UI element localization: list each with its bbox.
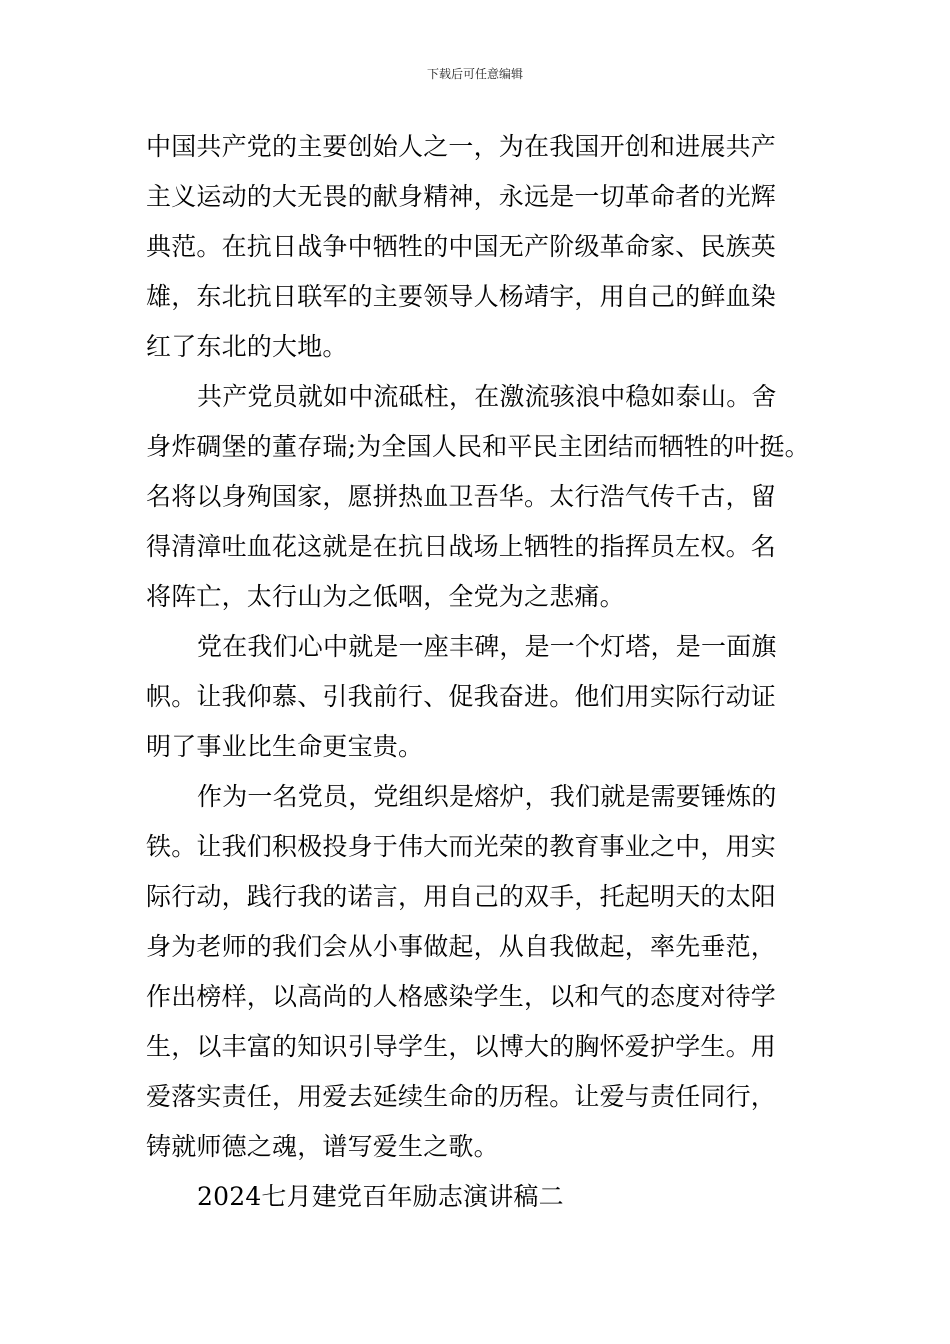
paragraph-line: 身炸碉堡的董存瑞;为全国人民和平民主团结而牺牲的叶挺。 xyxy=(146,432,810,461)
paragraph-line: 雄，东北抗日联军的主要领导人杨靖宇，用自己的鲜血染 xyxy=(146,282,777,311)
paragraph-line: 身为老师的我们会从小事做起，从自我做起，率先垂范， xyxy=(146,932,777,961)
paragraph-line: 际行动，践行我的诺言，用自己的双手，托起明天的太阳 xyxy=(146,882,777,911)
paragraph-line: 得清漳吐血花这就是在抗日战场上牺牲的指挥员左权。名 xyxy=(146,532,777,561)
paragraph-first-line: 作为一名党员，党组织是熔炉，我们就是需要锤炼的 xyxy=(197,782,777,811)
paragraph-line: 作出榜样，以高尚的人格感染学生，以和气的态度对待学 xyxy=(146,982,777,1011)
paragraph-line: 明了事业比生命更宝贵。 xyxy=(146,732,424,761)
body-text xyxy=(146,122,810,1222)
paragraph-first-line: 共产党员就如中流砥柱，在激流骇浪中稳如泰山。舍 xyxy=(197,382,777,411)
paragraph-line: 爱落实责任，用爱去延续生命的历程。让爱与责任同行， xyxy=(146,1082,777,1111)
paragraph-first-line: 党在我们心中就是一座丰碑，是一个灯塔，是一面旗 xyxy=(197,632,777,661)
paragraph-line: 将阵亡，太行山为之低咽，全党为之悲痛。 xyxy=(146,582,625,611)
paragraph-first-line: 2024七月建党百年励志演讲稿二 xyxy=(197,1182,564,1211)
paragraph-line: 帜。让我仰慕、引我前行、促我奋进。他们用实际行动证 xyxy=(146,682,777,711)
paragraph-line: 铁。让我们积极投身于伟大而光荣的教育事业之中，用实 xyxy=(146,832,777,861)
paragraph-line: 主义运动的大无畏的献身精神，永远是一切革命者的光辉 xyxy=(146,182,777,211)
header-note: 下载后可任意编辑 xyxy=(426,67,523,81)
paragraph-line: 铸就师德之魂，谱写爱生之歌。 xyxy=(146,1132,499,1161)
paragraph-line: 生，以丰富的知识引导学生，以博大的胸怀爱护学生。用 xyxy=(146,1032,777,1061)
paragraph-line: 红了东北的大地。 xyxy=(146,332,348,361)
paragraph-first-line: 中国共产党的主要创始人之一，为在我国开创和进展共产 xyxy=(146,132,777,161)
paragraph-line: 名将以身殉国家，愿拼热血卫吾华。太行浩气传千古，留 xyxy=(146,482,777,511)
paragraph-line: 典范。在抗日战争中牺牲的中国无产阶级革命家、民族英 xyxy=(146,232,777,261)
